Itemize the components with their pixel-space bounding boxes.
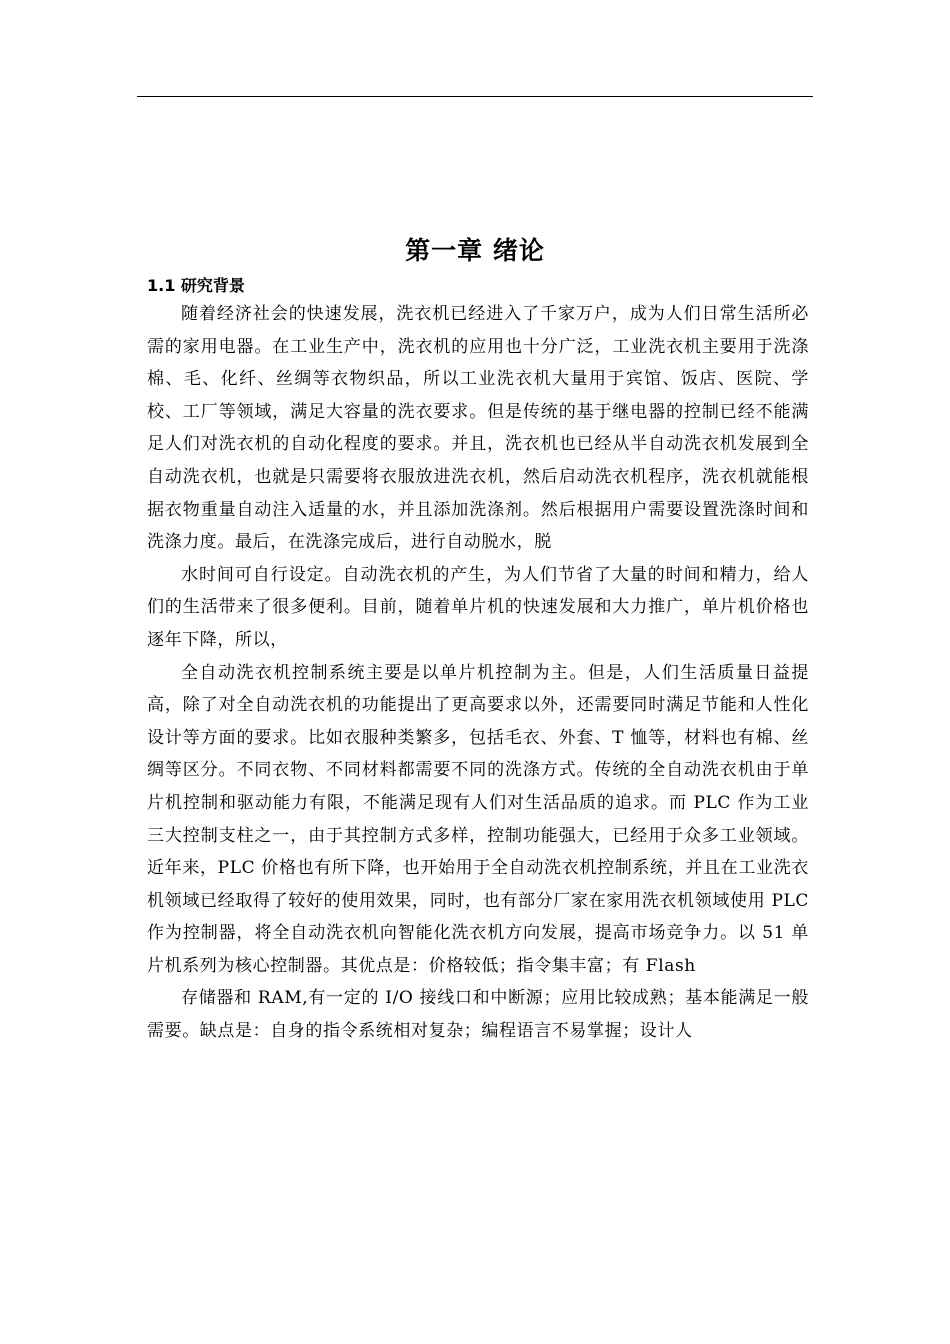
paragraph: 全自动洗衣机控制系统主要是以单片机控制为主。但是，人们生活质量日益提高，除了对全自动洗衣机的功能提出了更高要求以外，还需要同时满足节能和人性化设计等方面的要求。比如衣服种类繁多，包括毛衣、外套、T 恤等，材料也有棉、丝绸等区分。不同衣物、不同材料都需要不同的洗涤方式。传统的全自动洗衣机由于单片机控制和驱动能力有限，不能满足现有人们对生活品质的追求。而 PLC 作为工业三大控制支柱之一，由于其控制方式多样，控制功能强大，已经用于众多工业领域。近年来，PLC 价格也有所下降，也开始用于全自动洗衣机控制系统，并且在工业洗衣机领域已经取得了较好的使用效果，同时，也有部分厂家在家用洗衣机领域使用 PLC 作为控制器，将全自动洗衣机向智能化洗衣机方向发展，提高市场竞争力。以 51 单片机系列为核心控制器。其优点是：价格较低；指令集丰富；有 Flash [147,662,809,976]
chapter-title: 第一章 绪论 [405,236,545,265]
paragraph: 存储器和 RAM,有一定的 I/O 接线口和中断源；应用比较成熟；基本能满足一般需要。缺点是：自身的指令系统相对复杂；编程语言不易掌握；设计人 [147,988,809,1042]
body-text [147,298,809,1048]
section-heading: 1.1 研究背景 [147,276,245,295]
paragraph: 水时间可自行设定。自动洗衣机的产生，为人们节省了大量的时间和精力，给人们的生活带来了很多便利。目前，随着单片机的快速发展和大力推广，单片机价格也逐年下降，所以， [147,564,809,650]
paragraph: 随着经济社会的快速发展，洗衣机已经进入了千家万户，成为人们日常生活所必需的家用电器。在工业生产中，洗衣机的应用也十分广泛，工业洗衣机主要用于洗涤棉、毛、化纤、丝绸等衣物织品，所以工业洗衣机大量用于宾馆、饭店、医院、学校、工厂等领域，满足大容量的洗衣要求。但是传统的基于继电器的控制已经不能满足人们对洗衣机的自动化程度的要求。并且，洗衣机也已经从半自动洗衣机发展到全自动洗衣机，也就是只需要将衣服放进洗衣机，然后启动洗衣机程序，洗衣机就能根据衣物重量自动注入适量的水，并且添加洗涤剂。然后根据用户需要设置洗涤时间和洗涤力度。最后，在洗涤完成后，进行自动脱水，脱 [147,304,809,553]
header-rule [137,96,813,97]
